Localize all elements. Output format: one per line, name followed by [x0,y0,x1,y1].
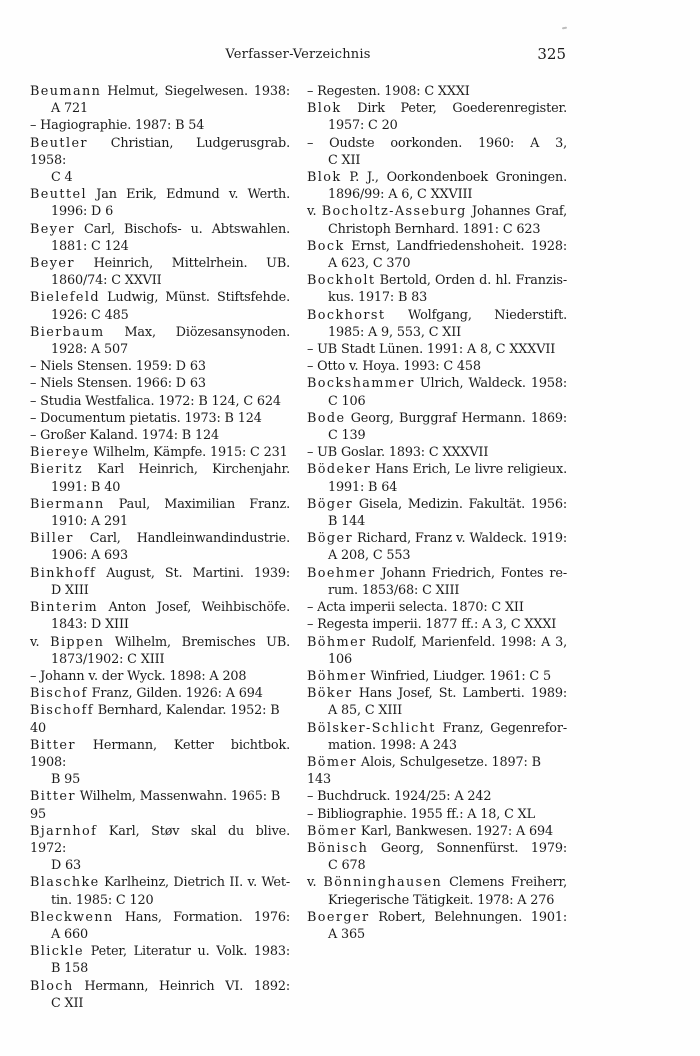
index-entry [307,238,567,272]
index-entry [307,909,567,943]
index-line: – Acta imperii selecta. 1870: C XII [307,600,524,616]
index-line: C 678 [328,858,366,874]
author-name: Bloch [30,978,74,994]
index-entry [307,823,567,840]
index-line: Biller Carl, Handleinwandindustrie. [30,531,290,547]
author-name: Blok [307,170,342,186]
author-name: Binkhoff [30,565,97,581]
index-entry [30,788,290,822]
index-line: B 144 [328,514,366,530]
index-line: – UB Goslar. 1893: C XXXVII [307,445,489,461]
index-line: Binkhoff August, St. Martini. 1939: [30,565,290,581]
index-entry [30,135,290,187]
index-line: tin. 1985: C 120 [51,892,154,908]
author-name: Bieritz [30,462,83,478]
index-line: – Großer Kaland. 1974: B 124 [30,428,219,444]
index-line: B 95 [51,772,81,788]
index-entry [30,943,290,977]
author-name: Bockholt [307,273,376,289]
author-name: Bierbaum [30,324,105,340]
index-entry [30,358,290,375]
index-line: Bitter Hermann, Ketter bichtbok. 1908: [30,737,290,770]
index-line: Biereye Wilhelm, Kämpfe. 1915: C 231 [30,445,288,461]
index-entry [30,444,290,461]
index-line: – Oudste oorkonden. 1960: A 3, [307,135,567,151]
index-entry [307,375,567,409]
index-column-left [30,83,290,1012]
author-name: Bönninghausen [323,875,443,891]
index-line: Böhmer Rudolf, Marienfeld. 1998: A 3, [307,634,567,650]
author-name: Blok [307,101,342,117]
index-line: 1991: B 40 [51,479,121,495]
index-line: – Niels Stensen. 1959: D 63 [30,359,206,375]
author-name: Boehmer [307,565,376,581]
index-entry [307,461,567,495]
author-name: Bocholtz-Asseburg [321,204,467,220]
index-entry [30,978,290,1012]
index-line: 1881: C 124 [51,238,129,254]
index-entry [307,668,567,685]
index-line: – Buchdruck. 1924/25: A 242 [307,789,492,805]
index-entry [307,720,567,754]
index-entry [307,616,567,633]
index-line: Bödeker Hans Erich, Le livre religieux. [307,462,567,478]
author-name: Böger [307,496,353,512]
index-entry [30,634,290,668]
index-entry [307,444,567,461]
index-entry [30,375,290,392]
index-entry [30,702,290,736]
index-entry [30,117,290,134]
index-entry [307,100,567,134]
index-line: Bjarnhof Karl, Støv skal du blive. 1972: [30,823,290,856]
index-line: – Regesta imperii. 1877 ff.: A 3, C XXXI [307,617,557,633]
index-line: C XII [328,152,361,168]
index-line: – Niels Stensen. 1966: D 63 [30,376,206,392]
author-name: Böhmer [307,668,367,684]
author-name: Beutler [30,135,88,151]
index-line: – Bibliographie. 1955 ff.: A 18, C XL [307,806,535,822]
index-line: A 365 [328,926,365,942]
index-line: A 208, C 553 [328,548,411,564]
author-name: Blaschke [30,875,100,891]
index-entry [307,410,567,444]
index-line: Bode Georg, Burggraf Hermann. 1869: [307,410,567,426]
index-line: 1985: A 9, 553, C XII [328,324,462,340]
index-line: Bönisch Georg, Sonnenfürst. 1979: [307,840,567,856]
index-line: Bömer Karl, Bankwesen. 1927: A 694 [307,823,553,839]
author-name: Beumann [30,84,102,99]
author-name: Biller [30,531,74,547]
index-line: Kriegerische Tätigkeit. 1978: A 276 [328,892,555,908]
index-line: – Studia Westfalica. 1972: B 124, C 624 [30,393,281,409]
index-line: C XII [51,995,84,1011]
index-line: Bielefeld Ludwig, Münst. Stiftsfehde. [30,290,290,306]
index-entry [307,272,567,306]
index-line: Blickle Peter, Literatur u. Volk. 1983: [30,944,290,960]
index-line: Böger Richard, Franz v. Waldeck. 1919: [307,531,567,547]
author-name: Böger [307,531,353,547]
author-name: Bömer [307,754,357,770]
index-entry [30,461,290,495]
index-entry [307,788,567,805]
author-name: Bock [307,238,345,254]
author-name: Bömer [307,823,357,839]
index-line: – Hagiographie. 1987: B 54 [30,118,205,134]
author-name: Boerger [307,909,370,925]
scan-artifact [562,27,567,30]
index-line: – UB Stadt Lünen. 1991: A 8, C XXXVII [307,342,556,358]
index-line: Blok Dirk Peter, Goederenregister. [307,101,567,117]
index-entry [30,289,290,323]
index-entry [30,737,290,789]
author-name: Bielefeld [30,290,100,306]
author-name: Böhmer [307,634,367,650]
index-line: C 106 [328,393,366,409]
index-entry [30,393,290,410]
index-line: Bleckwenn Hans, Formation. 1976: [30,909,290,925]
index-line: rum. 1853/68: C XIII [328,582,460,598]
author-name: Bischoff [30,703,94,719]
index-line: Beutler Christian, Ludgerusgrab. 1958: [30,135,290,168]
index-entry [307,840,567,874]
index-line: Binterim Anton Josef, Weihbischöfe. [30,600,290,616]
index-line: Bieritz Karl Heinrich, Kirchenjahr. [30,462,290,478]
author-name: Bischof [30,686,88,702]
index-line: Böger Gisela, Medizin. Fakultät. 1956: [307,496,567,512]
index-line: D XIII [51,582,89,598]
index-entry [307,83,567,100]
index-line: – Otto v. Hoya. 1993: C 458 [307,359,481,375]
index-line: 1843: D XIII [51,617,129,633]
author-name: Bönisch [307,840,369,856]
index-line: 1860/74: C XXVII [51,273,162,289]
index-line: 1906: A 693 [51,548,129,564]
author-name: Bleckwenn [30,909,114,925]
author-name: Blickle [30,944,84,960]
index-line: A 85, C XIII [328,703,403,719]
index-entry [307,565,567,599]
author-name: Beuttel [30,187,87,203]
index-line: kus. 1917: B 83 [328,290,428,306]
index-line: Blaschke Karlheinz, Dietrich II. v. Wet- [30,875,290,891]
author-name: Biereye [30,445,90,461]
index-line: v. Bönninghausen Clemens Freiherr, [307,875,567,891]
author-name: Bödeker [307,462,372,478]
index-entry [30,823,290,875]
index-line: Böhmer Winfried, Liudger. 1961: C 5 [307,668,551,684]
author-name: Bitter [30,789,76,805]
index-entry [307,203,567,237]
index-line: 1910: A 291 [51,514,129,530]
index-line: Boehmer Johann Friedrich, Fontes re- [307,565,567,581]
index-entry [307,358,567,375]
index-entry [307,169,567,203]
index-entry [30,668,290,685]
index-line: C 4 [51,170,73,186]
index-line: 1957: C 20 [328,118,398,134]
index-line: 106 [328,651,352,667]
running-head-row [30,47,566,67]
index-entry [307,634,567,668]
index-line: D 63 [51,858,82,874]
index-entry [30,427,290,444]
index-line: Böker Hans Josef, St. Lamberti. 1989: [307,686,567,702]
index-entry [307,496,567,530]
index-line: Bölsker-Schlicht Franz, Gegenrefor- [307,720,567,736]
index-entry [30,909,290,943]
index-line: Bierbaum Max, Diözesansynoden. [30,324,290,340]
index-line: Beuttel Jan Erik, Edmund v. Werth. [30,187,290,203]
index-line: 1996: D 6 [51,204,114,220]
index-entry [30,410,290,427]
index-entry [30,83,290,117]
index-line: Bitter Wilhelm, Massenwahn. 1965: B 95 [30,789,281,822]
index-line: A 721 [51,101,88,117]
index-line: C 139 [328,428,366,444]
index-entry [307,685,567,719]
index-line: v. Bocholtz-Asseburg Johannes Graf, [307,204,567,220]
index-line: Bockholt Bertold, Orden d. hl. Franzis- [307,273,567,289]
author-name: Bockhorst [307,307,386,323]
author-name: Bode [307,410,346,426]
page-number: 325 [537,45,566,63]
index-entry [30,530,290,564]
index-line: 1928: A 507 [51,342,129,358]
index-entry [30,685,290,702]
index-line: Bock Ernst, Landfriedenshoheit. 1928: [307,238,567,254]
index-entry [30,874,290,908]
index-entry [307,135,567,169]
index-line: Christoph Bernhard. 1891: C 623 [328,221,541,237]
index-line: Biermann Paul, Maximilian Franz. [30,496,290,512]
author-name: Bockshammer [307,376,415,392]
index-entry [30,255,290,289]
index-column-right [307,83,567,943]
index-line: Bloch Hermann, Heinrich VI. 1892: [30,978,290,994]
author-name: Beyer [30,256,75,272]
author-name: Beyer [30,221,75,237]
author-name: Bölsker-Schlicht [307,720,436,736]
index-line: 1873/1902: C XIII [51,651,165,667]
author-name: Bitter [30,737,76,753]
index-line: 1926: C 485 [51,307,129,323]
index-entry [30,496,290,530]
index-line: Bömer Alois, Schulgesetze. 1897: B 143 [307,754,541,788]
author-name: Binterim [30,600,98,616]
index-line: Bischof Franz, Gilden. 1926: A 694 [30,686,263,702]
index-line: Bischoff Bernhard, Kalendar. 1952: B 40 [30,703,280,736]
index-line: A 623, C 370 [328,256,411,272]
author-name: Bjarnhof [30,823,98,839]
index-line: Boerger Robert, Belehnungen. 1901: [307,909,567,925]
index-line: Bockhorst Wolfgang, Niederstift. [307,307,567,323]
index-entry [30,221,290,255]
index-line: A 660 [51,926,88,942]
running-head-title: Verfasser-Verzeichnis [225,47,371,62]
author-name: Bippen [50,634,105,650]
index-entry [30,565,290,599]
index-line: – Regesten. 1908: C XXXI [307,84,470,99]
index-line: – Documentum pietatis. 1973: B 124 [30,410,262,426]
index-entry [307,754,567,788]
index-entry [30,324,290,358]
index-line: v. Bippen Wilhelm, Bremisches UB. [30,634,290,650]
index-line: B 158 [51,961,89,977]
index-line: Beyer Heinrich, Mittelrhein. UB. [30,256,290,272]
index-line: Beumann Helmut, Siegelwesen. 1938: [30,84,290,99]
index-entry [30,599,290,633]
index-line: 1896/99: A 6, C XXVIII [328,187,473,203]
index-line: Beyer Carl, Bischofs- u. Abtswahlen. [30,221,290,237]
author-name: Böker [307,686,353,702]
index-line: Blok P. J., Oorkondenboek Groningen. [307,170,567,186]
index-line: Bockshammer Ulrich, Waldeck. 1958: [307,376,567,392]
index-entry [307,806,567,823]
index-line: 1991: B 64 [328,479,398,495]
index-line: mation. 1998: A 243 [328,737,457,753]
index-line: – Johann v. der Wyck. 1898: A 208 [30,668,247,684]
author-name: Biermann [30,496,105,512]
index-entry [307,599,567,616]
index-entry [307,341,567,358]
index-entry [307,874,567,908]
index-entry [307,530,567,564]
index-entry [30,186,290,220]
index-entry [307,307,567,341]
